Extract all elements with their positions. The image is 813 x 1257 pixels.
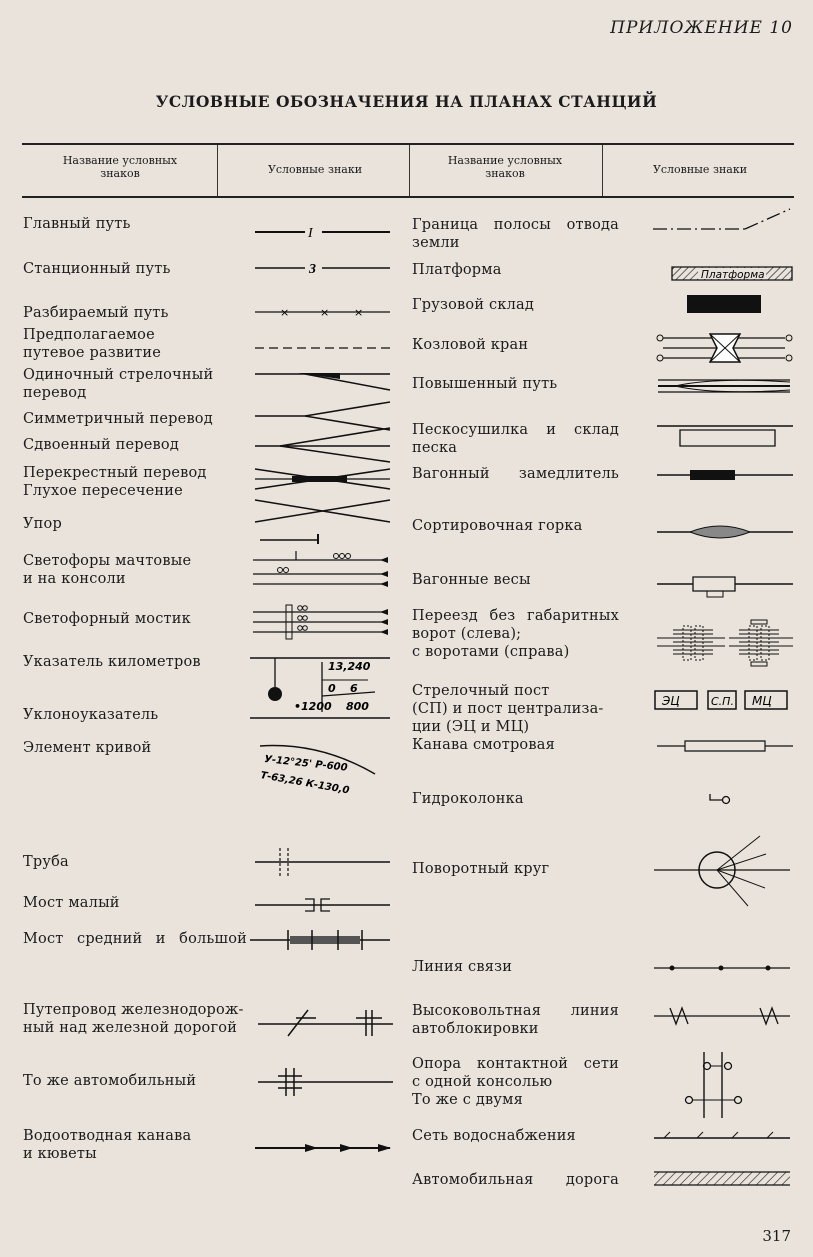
legend-item: Светофорный мостик bbox=[23, 611, 191, 627]
platform-text: Платформа bbox=[701, 269, 765, 281]
legend-item: Разбираемый путь bbox=[23, 305, 169, 321]
grade-left: •1200 bbox=[294, 700, 332, 713]
legend-item: Перекрестный перевод bbox=[23, 465, 207, 481]
svg-text:×: × bbox=[280, 306, 290, 319]
legend-item: Граница полосы отвода bbox=[412, 217, 619, 233]
table-header-bottom-rule bbox=[22, 196, 794, 198]
water-supply-symbol bbox=[652, 1128, 792, 1144]
table-col-divider-1 bbox=[217, 145, 218, 196]
legend-item: Одиночный стрелочный bbox=[23, 367, 214, 383]
page-title: УСЛОВНЫЕ ОБОЗНАЧЕНИЯ НА ПЛАНАХ СТАНЦИЙ bbox=[155, 92, 658, 111]
large-bridge-symbol bbox=[250, 926, 395, 954]
freight-warehouse-symbol bbox=[685, 292, 765, 316]
legend-item: Главный путь bbox=[23, 216, 131, 232]
legend-item: и на консоли bbox=[23, 571, 126, 587]
crossover-switch-symbol bbox=[250, 464, 395, 494]
legend-item: Высоковольтная линия bbox=[412, 1003, 619, 1019]
station-track-number: 3 bbox=[309, 262, 316, 277]
curve-params-1: У-12°25' Р-600 bbox=[263, 754, 348, 774]
road-overpass-symbol bbox=[258, 1062, 398, 1102]
legend-item: Гидроколонка bbox=[412, 791, 524, 807]
legend-item: Элемент кривой bbox=[23, 740, 152, 756]
sand-dryer-symbol bbox=[655, 420, 795, 450]
legend-item: Симметричный перевод bbox=[23, 411, 213, 427]
inspection-pit-symbol bbox=[655, 738, 795, 754]
legend-item: Стрелочный пост bbox=[412, 683, 550, 699]
small-bridge-symbol bbox=[250, 895, 395, 915]
post-mc-label: МЦ bbox=[752, 694, 772, 708]
legend-item: песка bbox=[412, 440, 458, 456]
turntable-symbol bbox=[650, 828, 795, 912]
legend-item: ворот (слева); bbox=[412, 626, 522, 642]
legend-item: Вагонные весы bbox=[412, 572, 531, 588]
catenary-support-symbol bbox=[680, 1048, 750, 1122]
motor-road-symbol bbox=[652, 1170, 792, 1188]
legend-item: Мост малый bbox=[23, 895, 120, 911]
legend-item: Предполагаемое bbox=[23, 327, 155, 343]
switch-post-symbols bbox=[653, 688, 793, 714]
legend-item: ции (ЭЦ и МЦ) bbox=[412, 719, 530, 735]
legend-item: Уклоноуказатель bbox=[23, 707, 159, 723]
legend-item: путевое развитие bbox=[23, 345, 162, 361]
legend-item: Станционный путь bbox=[23, 261, 171, 277]
level-crossing-symbol bbox=[655, 618, 795, 668]
legend-item: Вагонный замедлитель bbox=[412, 466, 619, 482]
legend-item: Указатель километров bbox=[23, 654, 201, 670]
culvert-symbol bbox=[250, 842, 395, 882]
table-col-divider-2 bbox=[409, 145, 410, 196]
legend-item: с одной консолью bbox=[412, 1074, 553, 1090]
header-name-col-2: Название условных знаков bbox=[447, 154, 563, 180]
legend-item: и кюветы bbox=[23, 1146, 97, 1162]
signal-bridge-symbol bbox=[248, 602, 398, 642]
legend-item: Пескосушилка и склад bbox=[412, 422, 619, 438]
legend-item: Платформа bbox=[412, 262, 502, 278]
legend-item: Автомобильная дорога bbox=[412, 1172, 619, 1188]
curve-params-2: Т-63,26 К-130,0 bbox=[259, 770, 351, 797]
main-track-number: I bbox=[308, 226, 313, 241]
water-column-symbol bbox=[700, 788, 740, 808]
legend-item: Грузовой склад bbox=[412, 297, 534, 313]
legend-item: Поворотный круг bbox=[412, 861, 550, 877]
hump-symbol bbox=[655, 522, 795, 542]
legend-item: Труба bbox=[23, 854, 69, 870]
appendix-label: ПРИЛОЖЕНИЕ 10 bbox=[610, 18, 793, 38]
legend-item: земли bbox=[412, 235, 460, 251]
legend-item: Мост средний и большой bbox=[23, 931, 247, 947]
legend-item: Глухое пересечение bbox=[23, 483, 183, 499]
drainage-ditch-symbol bbox=[250, 1138, 395, 1158]
legend-item: Опора контактной сети bbox=[412, 1056, 619, 1072]
legend-item: Канава смотровая bbox=[412, 737, 555, 753]
post-ec-label: ЭЦ bbox=[662, 694, 680, 708]
header-sign-col-1: Условные знаки bbox=[267, 163, 363, 176]
page-number: 317 bbox=[762, 1227, 791, 1245]
signals-mast-symbol bbox=[248, 548, 398, 592]
gantry-crane-symbol bbox=[655, 330, 795, 366]
svg-text:×: × bbox=[354, 306, 364, 319]
railway-overpass-symbol bbox=[258, 1006, 398, 1038]
diamond-crossing-symbol bbox=[250, 496, 395, 526]
communication-line-symbol bbox=[652, 960, 792, 976]
km-left: 0 bbox=[328, 682, 336, 695]
svg-text:×: × bbox=[320, 306, 330, 319]
planned-track-symbol bbox=[250, 340, 395, 356]
curve-element-symbol bbox=[250, 738, 395, 798]
legend-item: Светофоры мачтовые bbox=[23, 553, 192, 569]
legend-item: (СП) и пост централиза- bbox=[412, 701, 604, 717]
legend-item: Путепровод железнодорож- bbox=[23, 1002, 244, 1018]
legend-item: автоблокировки bbox=[412, 1021, 539, 1037]
km-right: 6 bbox=[350, 682, 358, 695]
legend-item: ный над железной дорогой bbox=[23, 1020, 238, 1036]
boundary-line-symbol bbox=[650, 205, 795, 235]
single-switch-symbol bbox=[250, 366, 395, 396]
legend-item: Повышенный путь bbox=[412, 376, 558, 392]
main-track-symbol bbox=[250, 222, 395, 242]
high-voltage-line-symbol bbox=[652, 1004, 792, 1028]
table-header-top-rule bbox=[22, 143, 794, 145]
station-track-symbol bbox=[250, 258, 395, 278]
legend-item: То же с двумя bbox=[412, 1092, 523, 1108]
legend-item: перевод bbox=[23, 385, 87, 401]
legend-item: Линия связи bbox=[412, 959, 513, 975]
legend-item: Упор bbox=[23, 516, 62, 532]
dismantled-track-symbol bbox=[250, 302, 395, 322]
legend-item: Сеть водоснабжения bbox=[412, 1128, 576, 1144]
legend-item: То же автомобильный bbox=[23, 1073, 197, 1089]
legend-item: с воротами (справа) bbox=[412, 644, 570, 660]
platform-symbol bbox=[670, 264, 795, 284]
table-col-divider-3 bbox=[602, 145, 603, 196]
km-value: 13,240 bbox=[328, 660, 371, 673]
legend-item: Сдвоенный перевод bbox=[23, 437, 179, 453]
weighbridge-symbol bbox=[655, 572, 795, 600]
elevated-track-symbol bbox=[655, 374, 795, 398]
buffer-stop-symbol bbox=[250, 530, 395, 550]
grade-right: 800 bbox=[346, 700, 369, 713]
post-sp-label: С.П. bbox=[711, 695, 734, 708]
header-sign-col-2: Условные знаки bbox=[652, 163, 748, 176]
header-name-col-1: Название условных знаков bbox=[62, 154, 178, 180]
legend-item: Сортировочная горка bbox=[412, 518, 583, 534]
legend-item: Водоотводная канава bbox=[23, 1128, 192, 1144]
legend-item: Козловой кран bbox=[412, 337, 529, 353]
km-and-grade-indicator-symbol bbox=[250, 652, 395, 722]
legend-item: Переезд без габаритных bbox=[412, 608, 619, 624]
retarder-symbol bbox=[655, 467, 795, 483]
double-switch-symbol bbox=[250, 424, 395, 466]
